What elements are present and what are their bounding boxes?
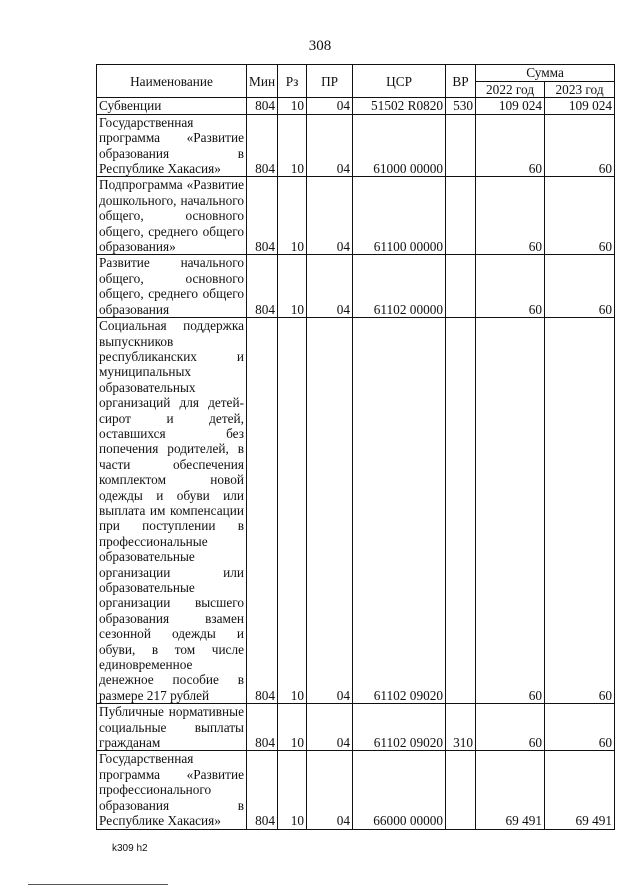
header-rz: Рз (278, 65, 307, 98)
row-csr: 51502 R0820 (353, 98, 446, 114)
row-name: Субвенции (97, 98, 247, 114)
row-pr: 04 (307, 318, 353, 704)
row-pr: 04 (307, 751, 353, 829)
row-sum-2023: 60 (545, 704, 615, 751)
row-sum-2022: 69 491 (476, 751, 545, 829)
row-sum-2023: 69 491 (545, 751, 615, 829)
row-sum-2022: 109 024 (476, 98, 545, 114)
row-rz: 10 (278, 98, 307, 114)
row-sum-2022: 60 (476, 255, 545, 318)
row-rz: 10 (278, 114, 307, 177)
row-min: 804 (247, 751, 278, 829)
row-csr: 61102 09020 (353, 318, 446, 704)
row-vr (446, 114, 476, 177)
row-sum-2023: 109 024 (545, 98, 615, 114)
row-pr: 04 (307, 255, 353, 318)
row-vr (446, 177, 476, 255)
row-sum-2023: 60 (545, 318, 615, 704)
row-name: Публичные нормативные социальные выплаты гражданам (97, 704, 247, 751)
header-year-2022: 2022 год (476, 82, 545, 98)
row-sum-2022: 60 (476, 114, 545, 177)
row-sum-2023: 60 (545, 255, 615, 318)
row-vr: 310 (446, 704, 476, 751)
row-min: 804 (247, 177, 278, 255)
row-rz: 10 (278, 177, 307, 255)
row-sum-2023: 60 (545, 114, 615, 177)
row-name: Государственная программа «Развитие образования в Республике Хакасия» (97, 114, 247, 177)
row-csr: 66000 00000 (353, 751, 446, 829)
row-sum-2022: 60 (476, 704, 545, 751)
row-rz: 10 (278, 255, 307, 318)
header-sum: Сумма (476, 65, 615, 82)
row-csr: 61000 00000 (353, 114, 446, 177)
page-number: 308 (308, 38, 332, 54)
table-row (97, 318, 615, 704)
table-row (97, 704, 615, 751)
row-vr: 530 (446, 98, 476, 114)
header-year-2023: 2023 год (545, 82, 615, 98)
row-sum-2023: 60 (545, 177, 615, 255)
row-sum-2022: 60 (476, 177, 545, 255)
row-min: 804 (247, 98, 278, 114)
row-min: 804 (247, 704, 278, 751)
row-rz: 10 (278, 751, 307, 829)
row-min: 804 (247, 114, 278, 177)
row-pr: 04 (307, 177, 353, 255)
table-row (97, 255, 615, 318)
row-name: Социальная поддержка выпускников республиканских и муниципальных образовательных организаций для детей-сирот и детей, оставшихся без попечения родителей, в части обеспечения комплектом новой одежды и обуви или выплата им компенсации при поступлении в профессиональные образовательные организации или образовательные организации высшего образования взамен сезонной одежды и обуви, в том числе единовременное денежное пособие в размере 217 рублей (97, 318, 247, 704)
footer-divider (28, 884, 168, 885)
row-csr: 61102 09020 (353, 704, 446, 751)
row-rz: 10 (278, 704, 307, 751)
row-sum-2022: 60 (476, 318, 545, 704)
budget-table (96, 64, 615, 830)
header-pr: ПР (307, 65, 353, 98)
row-min: 804 (247, 255, 278, 318)
row-pr: 04 (307, 98, 353, 114)
table-row (97, 751, 615, 829)
row-min: 804 (247, 318, 278, 704)
row-name: Развитие начального общего, основного общего, среднего общего образования (97, 255, 247, 318)
header-vr: ВР (446, 65, 476, 98)
row-vr (446, 255, 476, 318)
row-vr (446, 751, 476, 829)
row-vr (446, 318, 476, 704)
row-csr: 61102 00000 (353, 255, 446, 318)
table-row (97, 98, 615, 114)
table-row (97, 177, 615, 255)
row-name: Подпрограмма «Развитие дошкольного, начального общего, основного общего, среднего общего образования» (97, 177, 247, 255)
row-pr: 04 (307, 704, 353, 751)
header-name: Наименование (97, 65, 247, 98)
table-row (97, 114, 615, 177)
footer-code: k309 h2 (112, 843, 148, 854)
row-rz: 10 (278, 318, 307, 704)
header-csr: ЦСР (353, 65, 446, 98)
row-csr: 61100 00000 (353, 177, 446, 255)
row-name: Государственная программа «Развитие профессионального образования в Республике Хакасия» (97, 751, 247, 829)
row-pr: 04 (307, 114, 353, 177)
header-min: Мин (247, 65, 278, 98)
